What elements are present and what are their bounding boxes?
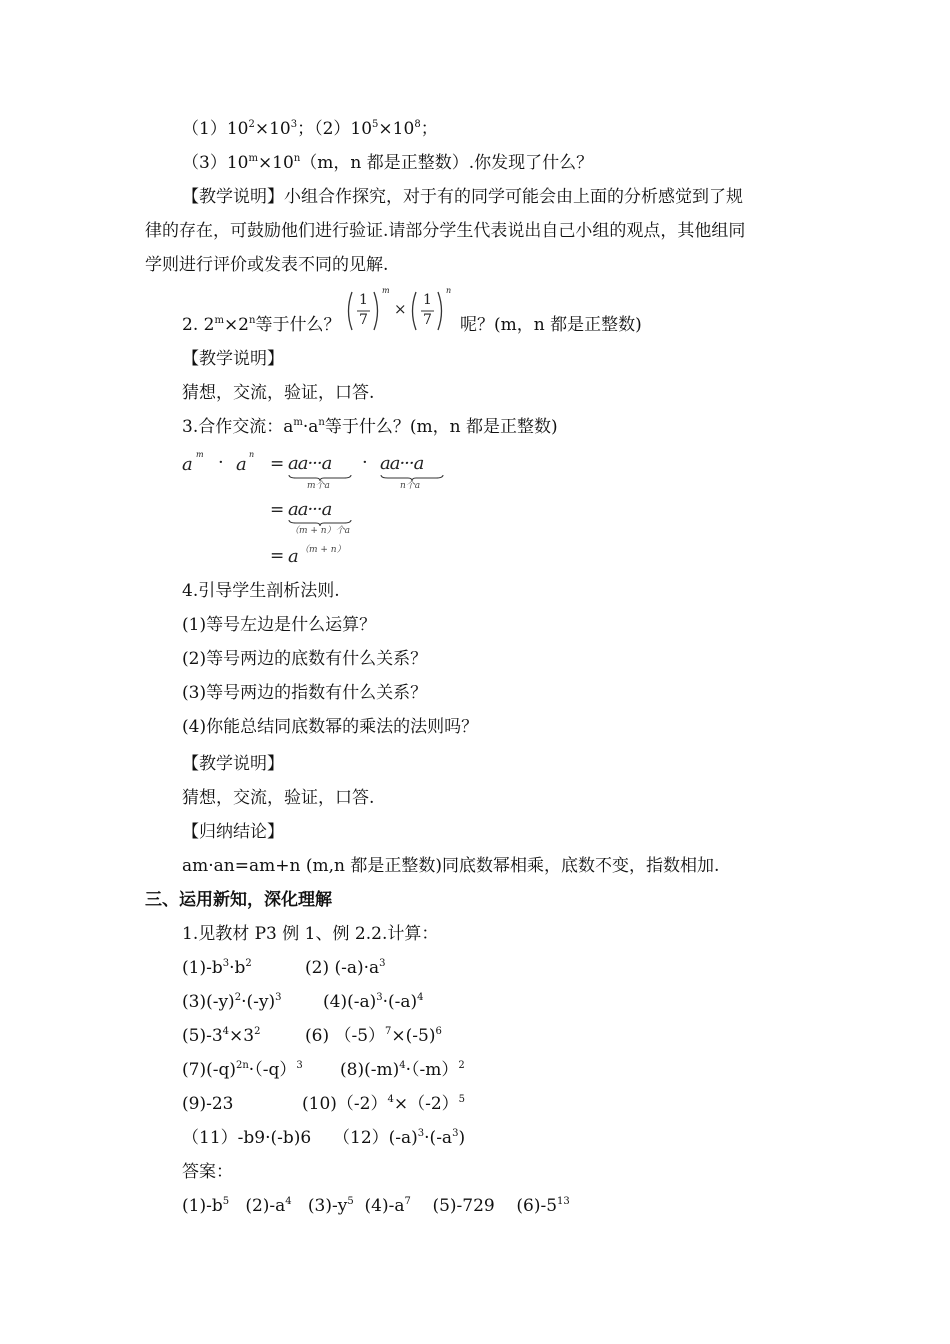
exercise-row-6-b: $(12)(-a)^3\cdot(-a^3)$ (333, 1128, 466, 1148)
answer-row: $(1)-b^5$ $(2)-a^4$ $(3)-y^5$ $(4)-a^7$ (5)-729 $(6)-5^{13}$ (182, 1196, 570, 1216)
question-3-line: 3.合作交流：$a^m\cdot a^n$等于什么？(m，n 都是正整数) (182, 417, 558, 437)
fraction-power-formula (344, 288, 456, 334)
conclusion-heading: 【归纳结论】 (182, 822, 284, 842)
question-item-3: (3)等号两边的指数有什么关系？ (182, 683, 428, 703)
exercise-row-4-b: $(8)(-m)^4\cdot(-m)^2$ (340, 1060, 465, 1080)
teaching-note-text: 猜想，交流，验证，口答. (182, 788, 375, 808)
exercise-row-2: $(3)(-y)^2\cdot(-y)^3$ (182, 992, 282, 1012)
exercise-row-4: $(7)(-q)^{2n}\cdot(-q)^3$ (182, 1060, 303, 1080)
question-item-1: (1)等号左边是什么运算？ (182, 615, 377, 635)
question-2-tail: 呢？(m，n 都是正整数) (460, 315, 642, 335)
conclusion-text: am·an=am+n (m,n 都是正整数)同底数幂相乘，底数不变，指数相加. (182, 856, 720, 876)
question-2-line: 2. $2^m\times 2^n$等于什么？ (182, 315, 341, 335)
exercise-row-3-b: (6) $(-5)^7\times(-5)^6$ (305, 1026, 442, 1046)
teaching-note-heading: 【教学说明】 (182, 754, 284, 774)
exercise-row-6: （11）-b9·(-b)6 (182, 1128, 312, 1148)
answer-heading: 答案： (182, 1162, 233, 1182)
question-item-2: (2)等号两边的底数有什么关系？ (182, 649, 428, 669)
teaching-note-heading: 【教学说明】 (182, 349, 284, 369)
fraction-numerator: 1 (359, 292, 368, 308)
exercise-line-2: $(3)10^m\times 10^n(m$，n 都是正整数）.你发现了什么？ (182, 153, 594, 173)
derivation-formula: a m · a n = aa···a m个a · aa···a n个a = aa···a （m + n）个a = a （m + n） (182, 448, 482, 570)
textbook-reference: 1.见教材 P3 例 1、例 2.2.计算： (182, 924, 439, 944)
fraction-denominator: 7 (359, 312, 368, 328)
exercise-line-1: $(1)10^2\times 10^3$；$(2)10^5\times 10^8$； (182, 119, 438, 139)
teaching-note-paragraph-line-3: 学则进行评价或发表不同的见解. (145, 255, 389, 275)
exercise-row-5-b: $(10)(-2)^4\times(-2)^5$ (302, 1094, 466, 1114)
exponent-m: m (382, 286, 390, 295)
times-sign: × (394, 300, 407, 318)
teaching-note-paragraph-line-2: 律的存在，可鼓励他们进行验证.请部分学生代表说出自己小组的观点，其他组同 (145, 221, 746, 241)
exercise-row-2-b: $(4)(-a)^3\cdot(-a)^4$ (323, 992, 424, 1012)
teaching-note-text: 猜想，交流，验证，口答. (182, 383, 375, 403)
exercise-row-3: $(5)-3^4\times 3^2$ (182, 1026, 261, 1046)
exponent-n: n (446, 286, 452, 295)
step-4-heading: 4.引导学生剖析法则. (182, 581, 340, 601)
fraction-numerator: 1 (423, 292, 432, 308)
question-item-4: (4)你能总结同底数幂的乘法的法则吗？ (182, 717, 479, 737)
teaching-note-paragraph-line-1: 【教学说明】小组合作探究，对于有的同学可能会由上面的分析感觉到了规 (182, 187, 743, 207)
exercise-row-1-b: (2) $(-a)\cdot a^3$ (305, 958, 386, 978)
exercise-row-5: (9)-23 (182, 1094, 234, 1114)
fraction-denominator: 7 (423, 312, 432, 328)
section-heading: 三、运用新知，深化理解 (145, 890, 332, 910)
exercise-row-1: $(1)-b^3\cdot b^2$ (182, 958, 252, 978)
